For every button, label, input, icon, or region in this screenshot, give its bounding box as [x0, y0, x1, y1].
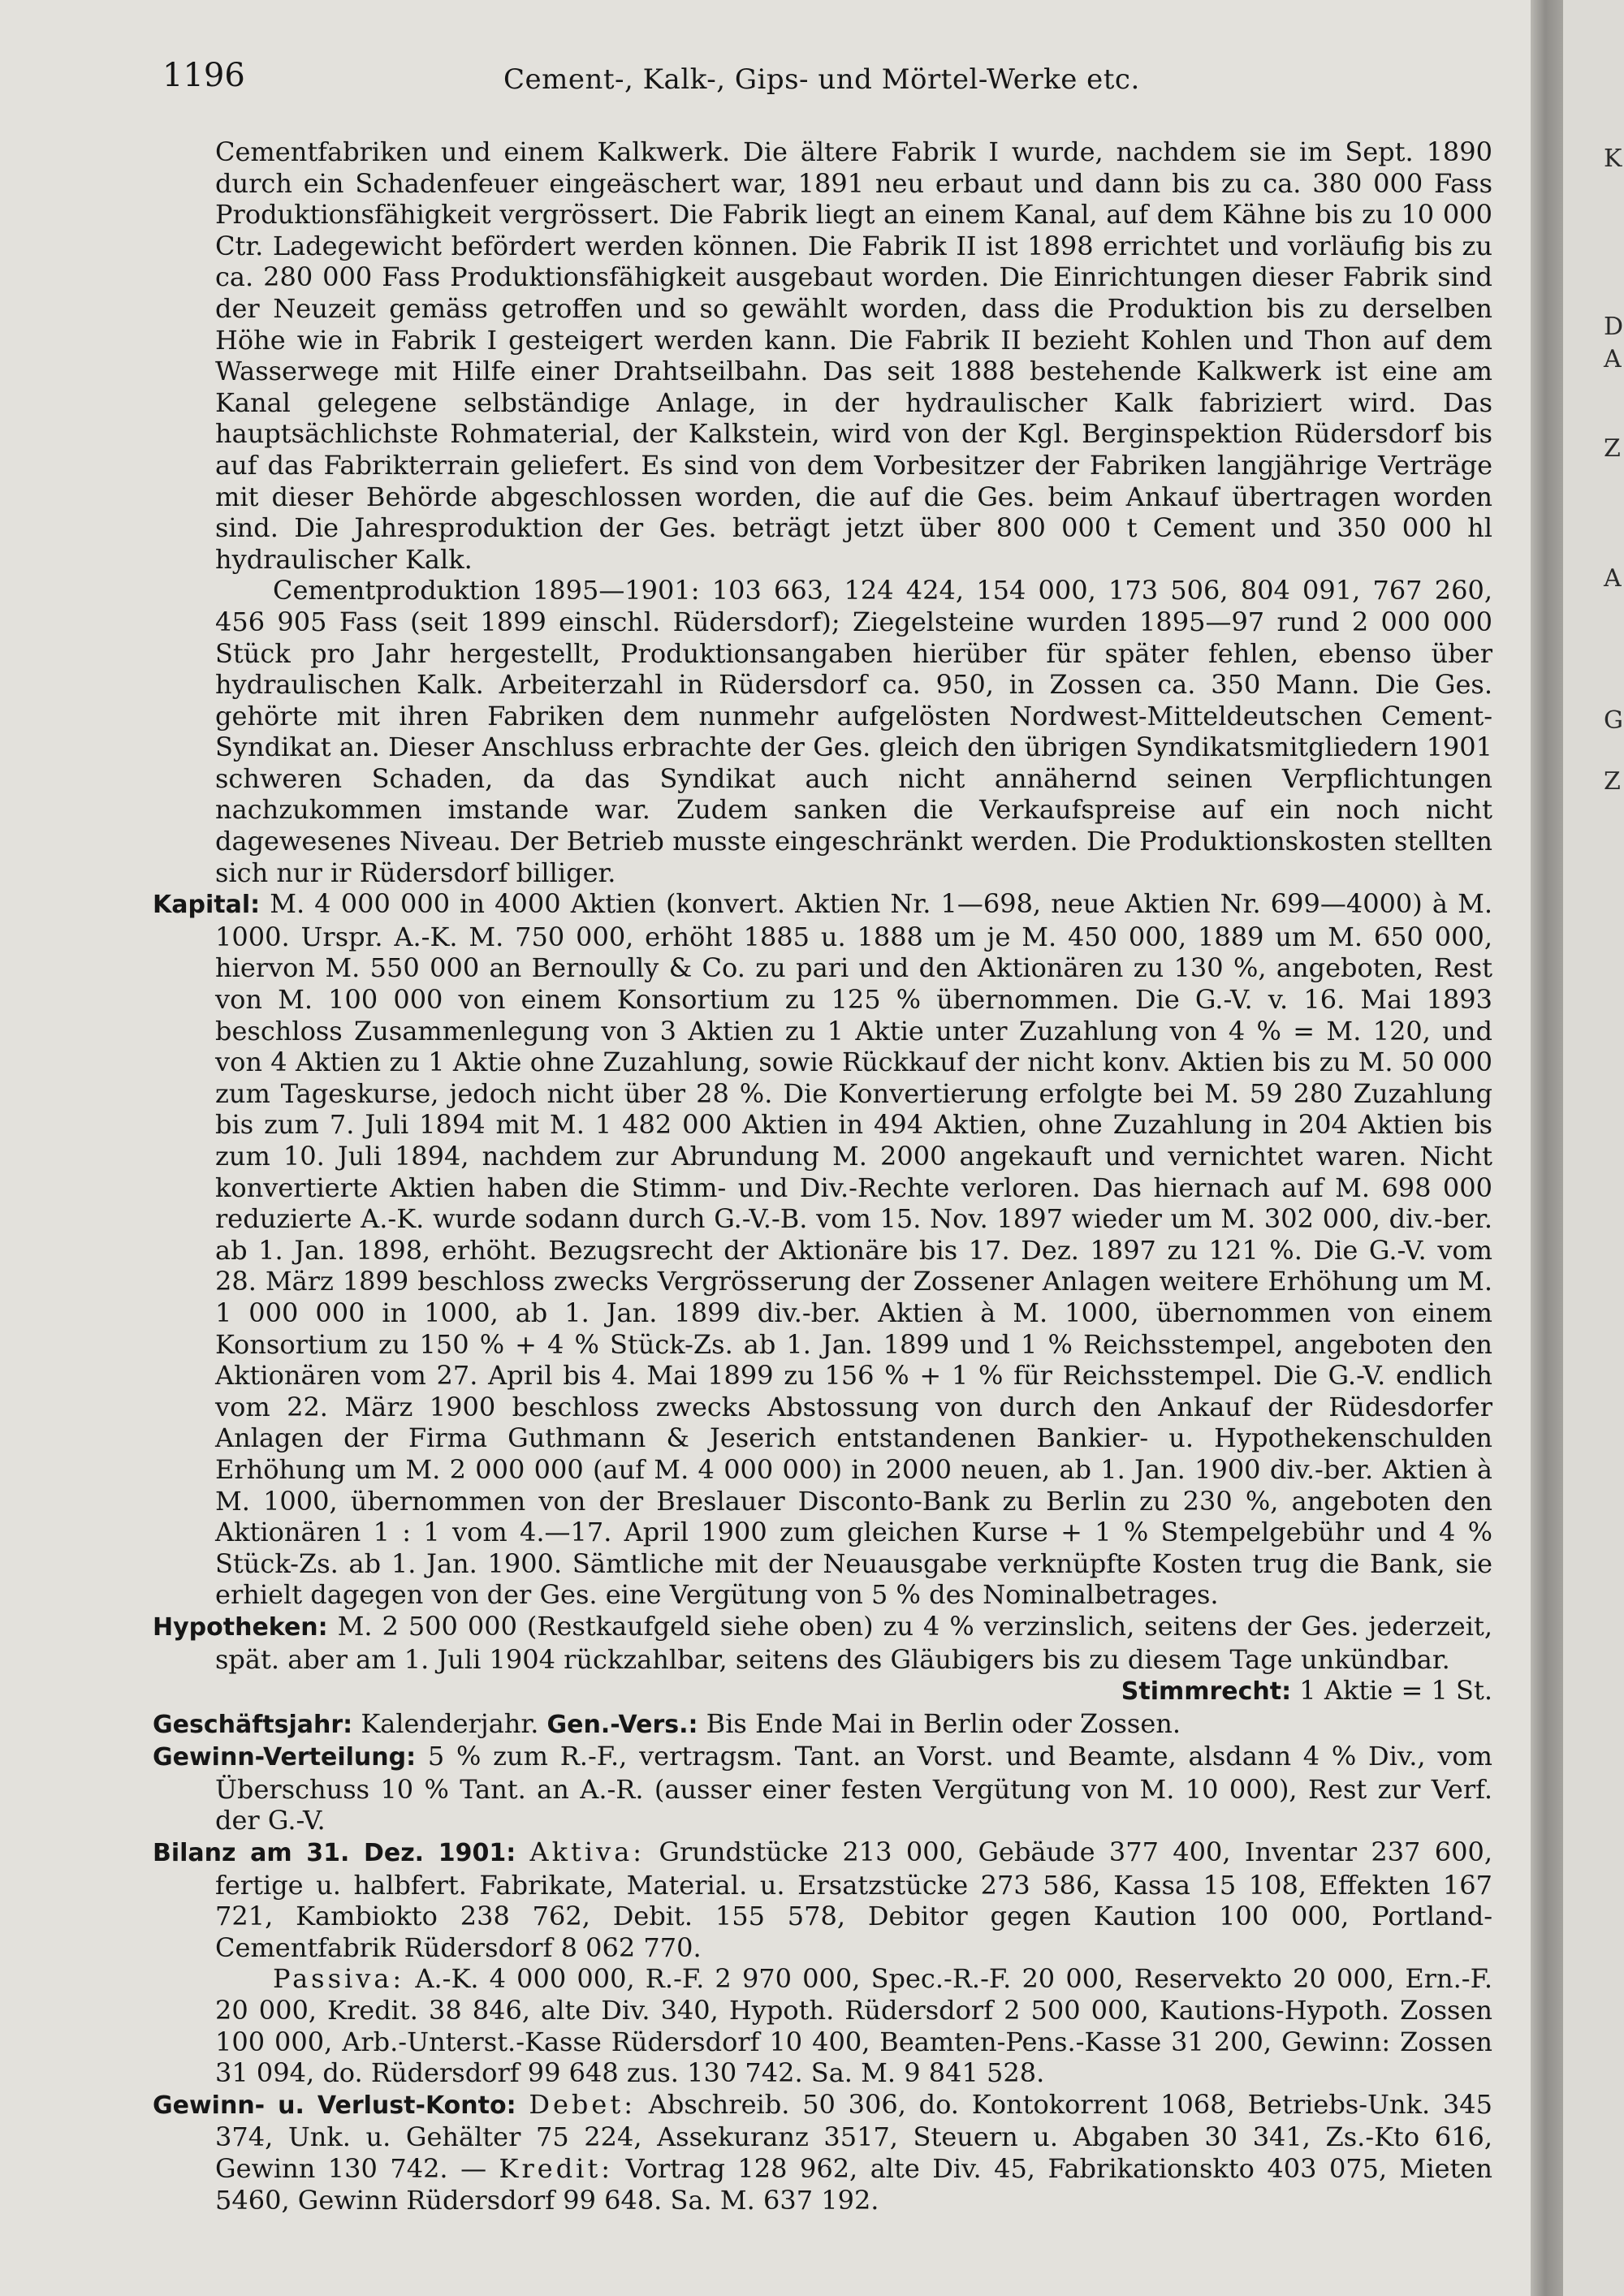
gewinnverteilung-text: 5 % zum R.-F., vertragsm. Tant. an Vorst. und Beamte, alsdann 4 % Div., vom Überschuss 10 % Tant. an A.-R. (ausser einer festen Vergütung von M. 10 000), Rest zur Verf. der G.-V.	[215, 1741, 1493, 1836]
genvers-text: Bis Ende Mai in Berlin oder Zossen.	[706, 1707, 1181, 1739]
page-header	[162, 57, 1494, 106]
hypotheken-label: Hypotheken:	[153, 1612, 328, 1642]
kapital-label: Kapital:	[153, 891, 261, 920]
margin-letter: A	[1604, 564, 1622, 593]
debet-text: Abschreib. 50 306, do. Kontokorrent 1068, Betriebs-Unk. 345 374, Unk. u. Gehälter 75 224, Assekuranz 3517, Steuern u. Abgaben 30 341, Zs.-Kto 616, Gewinn 130 742. —	[215, 2088, 1493, 2184]
margin-letter: Z	[1604, 767, 1621, 796]
margin-letter: D	[1604, 313, 1624, 341]
aktiva-text: Grundstücke 213 000, Gebäude 377 400, Inventar 237 600, fertige u. halbfert. Fabrikate, Material. u. Ersatzstücke 273 586, Kassa 15 108, Effekten 167 721, Kambiokto 238 762, Debit. 155 578, Debitor gegen Kaution 100 000, Portland-Cementfabrik Rüdersdorf 8 062 770.	[215, 1836, 1493, 1963]
margin-letter: G	[1604, 706, 1623, 735]
aktiva-label: Aktiva:	[529, 1836, 646, 1868]
article-body	[153, 136, 1492, 2216]
section-gewinn-verlust	[153, 2089, 1492, 2216]
passiva-label: Passiva:	[273, 1963, 405, 1995]
section-hypotheken	[153, 1611, 1492, 1708]
paragraph-production: Cementproduktion 1895—1901: 103 663, 124 424, 154 000, 173 506, 804 091, 767 260, 456 905 Fass (seit 1899 einschl. Rüdersdorf); Ziegelsteine wurden 1895—97 rund 2 000 000 Stück pro Jahr hergestellt, Produktionsangaben hierüber für später fehlen, ebenso über hydraulischen Kalk. Arbeiterzahl in Rüdersdorf ca. 950, in Zossen ca. 350 Mann. Die Ges. gehörte mit ihren Fabriken dem nunmehr aufgelösten Nordwest-Mitteldeutschen Cement-Syndikat an. Dieser Anschluss erbrachte der Ges. gleich den übrigen Syndikatsmitgliedern 1901 schweren Schaden, da das Syndikat auch nicht annähernd seinen Verpflichtungen nachzukommen imstande war. Zudem sanken die Verkaufspreise auf ein noch nicht dagewesenes Niveau. Der Betrieb musste eingeschränkt werden. Die Produktionskosten stellten sich nur ir Rüdersdorf billiger.	[215, 575, 1492, 888]
kredit-label: Kredit:	[499, 2153, 614, 2184]
stimmrecht-text: 1 Aktie = 1 St.	[1299, 1675, 1492, 1707]
stimmrecht	[215, 1675, 1492, 1708]
debet-label: Debet:	[529, 2088, 636, 2120]
section-kapital	[153, 888, 1492, 1611]
gewinnverlust-label: Gewinn- u. Verlust-Konto:	[153, 2091, 516, 2120]
facing-page-margin	[1604, 0, 1624, 2296]
book-gutter	[1531, 0, 1563, 2296]
running-title: Cement-, Kalk-, Gips- und Mörtel-Werke etc.	[503, 63, 1140, 96]
hypotheken-text: M. 2 500 000 (Restkaufgeld siehe oben) zu 4 % verzinslich, seitens der Ges. jederzeit, spät. aber am 1. Juli 1904 rückzahlbar, seitens des Gläubigers bis zu diesem Tage unkündbar.	[215, 1610, 1493, 1675]
genvers-label: Gen.-Vers.:	[546, 1710, 698, 1739]
passiva-text: A.-K. 4 000 000, R.-F. 2 970 000, Spec.-R.-F. 20 000, Reservekto 20 000, Ern.-F. 20 000, Kredit. 38 846, alte Div. 340, Hypoth. Rüdersdorf 2 500 000, Kautions-Hypoth. Zossen 100 000, Arb.-Unterst.-Kasse Rüdersdorf 10 400, Beamten-Pens.-Kasse 31 200, Gewinn: Zossen 31 094, do. Rüdersdorf 99 648 zus. 130 742. Sa. M. 9 841 528.	[215, 1963, 1493, 2089]
kredit-text: Vortrag 128 962, alte Div. 45, Fabrikationskto 403 075, Mieten 5460, Gewinn Rüdersdorf 99 648. Sa. M. 637 192.	[215, 2153, 1493, 2216]
kapital-text: M. 4 000 000 in 4000 Aktien (konvert. Aktien Nr. 1—698, neue Aktien Nr. 699—4000) à M. 1000. Urspr. A.-K. M. 750 000, erhöht 1885 u. 1888 um je M. 450 000, 1889 um M. 650 000, hiervon M. 550 000 an Bernoully & Co. zu pari und den Aktionären zu 130 %, angeboten, Rest von M. 100 000 von einem Konsortium zu 125 % übernommen. Die G.-V. v. 16. Mai 1893 beschloss Zusammenlegung von 3 Aktien zu 1 Aktie unter Zuzahlung von 4 % = M. 120, und von 4 Aktien zu 1 Aktie ohne Zuzahlung, sowie Rückkauf der nicht konv. Aktien bis zu M. 50 000 zum Tageskurse, jedoch nicht über 28 %. Die Konvertierung erfolgte bei M. 59 280 Zuzahlung bis zum 7. Juli 1894 mit M. 1 482 000 Aktien in 494 Aktien, ohne Zuzahlung in 204 Aktien bis zum 10. Juli 1894, nachdem zur Abrundung M. 2000 angekauft und vernichtet waren. Nicht konvertierte Aktien haben die Stimm- und Div.-Rechte verloren. Das hiernach auf M. 698 000 reduzierte A.-K. wurde sodann durch G.-V.-B. vom 15. Nov. 1897 wieder um M. 302 000, div.-ber. ab 1. Jan. 1898, erhöht. Bezugsrecht der Aktionäre bis 17. Dez. 1897 zu 121 %. Die G.-V. vom 28. März 1899 beschloss zwecks Vergrösserung der Zossener Anlagen weitere Erhöhung um M. 1 000 000 in 1000, ab 1. Jan. 1899 div.-ber. Aktien à M. 1000, übernommen von einem Konsortium zu 150 % + 4 % Stück-Zs. ab 1. Jan. 1899 und 1 % Reichsstempel, angeboten den Aktionären vom 27. April bis 4. Mai 1899 zu 156 % + 1 % für Reichsstempel. Die G.-V. endlich vom 22. März 1900 beschloss zwecks Abstossung von durch den Ankauf der Rüdesdorfer Anlagen der Firma Guthmann & Jeserich entstandenen Bankier- u. Hypothekenschulden Erhöhung um M. 2 000 000 (auf M. 4 000 000) in 2000 neuen, ab 1. Jan. 1900 div.-ber. Aktien à M. 1000, übernommen von der Breslauer Disconto-Bank zu Berlin zu 230 %, angeboten den Aktionären 1 : 1 vom 4.—17. April 1900 zum gleichen Kurse + 1 % Stempelgebühr und 4 % Stück-Zs. ab 1. Jan. 1900. Sämtliche mit der Neuausgabe verknüpfte Kosten trug die Bank, sie erhielt dagegen von der Ges. eine Vergütung von 5 % des Nominalbetrages.	[215, 888, 1493, 1611]
margin-letter: A	[1604, 345, 1622, 373]
margin-letter: K	[1604, 145, 1622, 173]
section-bilanz	[153, 1836, 1492, 1963]
gewinnverteilung-label: Gewinn-Verteilung:	[153, 1743, 417, 1772]
paragraph-factories: Cementfabriken und einem Kalkwerk. Die ältere Fabrik I wurde, nachdem sie im Sept. 1890 durch ein Schadenfeuer eingeäschert war, 1891 neu erbaut und dann bis zu ca. 380 000 Fass Produktionsfähigkeit vergrössert. Die Fabrik liegt an einem Kanal, auf dem Kähne bis zu 10 000 Ctr. Ladegewicht befördert werden können. Die Fabrik II ist 1898 errichtet und vorläufig bis zu ca. 280 000 Fass Produktionsfähigkeit ausgebaut worden. Die Einrichtungen dieser Fabrik sind der Neuzeit gemäss getroffen und so gewählt worden, dass die Produktion bis zu derselben Höhe wie in Fabrik I gesteigert werden kann. Die Fabrik II bezieht Kohlen und Thon auf dem Wasserwege mit Hilfe einer Drahtseilbahn. Das seit 1888 bestehende Kalkwerk ist eine am Kanal gelegene selbständige Anlage, in der hydraulischer Kalk fabriziert wird. Das hauptsächlichste Rohmaterial, der Kalkstein, wird von der Kgl. Berginspektion Rüdersdorf bis auf das Fabrikterrain geliefert. Es sind von dem Vorbesitzer der Fabriken langjährige Verträge mit dieser Behörde abgeschlossen worden, die auf die Ges. beim Ankauf übertragen worden sind. Die Jahresproduktion der Ges. beträgt jetzt über 800 000 t Cement und 350 000 hl hydraulischer Kalk.	[215, 136, 1492, 575]
geschaeftsjahr-label: Geschäftsjahr:	[153, 1710, 353, 1739]
bilanz-label: Bilanz am 31. Dez. 1901:	[153, 1839, 516, 1868]
section-gewinn-verteilung	[153, 1741, 1492, 1836]
section-geschaeftsjahr	[153, 1708, 1492, 1741]
section-passiva	[153, 1963, 1492, 2088]
geschaeftsjahr-text: Kalenderjahr.	[361, 1707, 539, 1739]
stimmrecht-label: Stimmrecht:	[1121, 1677, 1292, 1707]
margin-letter: Z	[1604, 434, 1621, 463]
page-number: 1196	[162, 57, 245, 94]
